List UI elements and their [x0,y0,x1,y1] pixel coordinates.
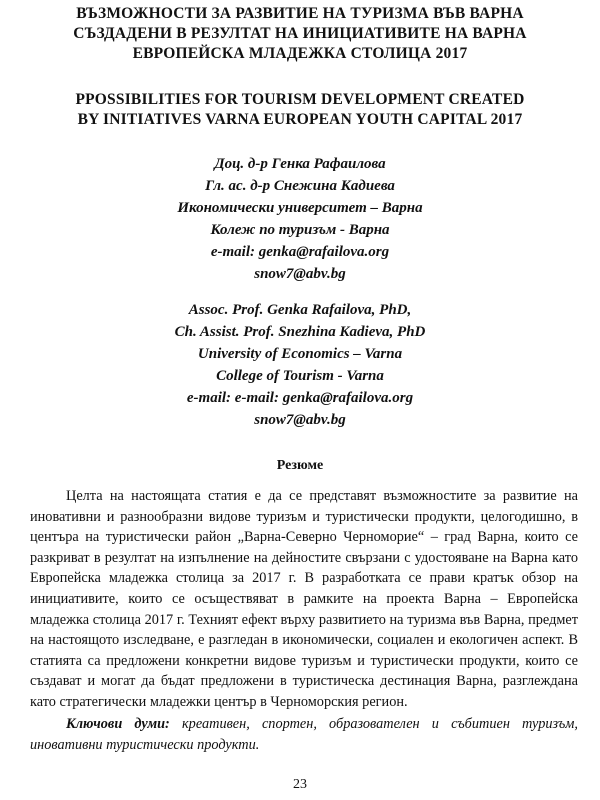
authors-bulgarian [10,153,590,285]
author-line: Assoc. Prof. Genka Rafailova, PhD, [188,302,412,318]
email-line: e-mail: genka@rafailova.org [210,244,390,260]
abstract-body [30,486,578,713]
affiliation-line: Колеж по туризъм - Варна [210,222,390,238]
email-line: snow7@abv.bg [254,266,346,282]
keywords-label: Ключови думи: [66,716,170,732]
abstract-heading: Резюме [276,458,324,473]
title-english [10,90,590,130]
abstract-paragraph: Целта на настоящата статия е да се представят възможностите за развитие на иновативни и разнообразни видове туризъм и туристически продукти, целогодишно, в центъра на туристически район „Варна-Северно Черноморие“ – град Варна, които се разкриват в резултат на изпълнение на дейностите свързани с удостояване на Варна като Европейска младежка столица за 2017 г. В разработката се прави кратък обзор на инициативите, които се осъществяват в рамките на проекта Варна – Европейска младежка столица 2017 г. Техният ефект върху развитието на туризма във Варна, предмет на настоящото изследване, е разгледан в икономически, социален и екологичен аспект. В статията са предложени конкретни видове туризъм и туристически продукти, които се създават и могат да бъдат предложени в туристическа дестинация Варна, разглеждана като стратегически младежки център в Черноморския регион. [30,488,578,710]
email-line: snow7@abv.bg [254,412,346,428]
author-line: Ch. Assist. Prof. Snezhina Kadieva, PhD [174,324,426,340]
keywords-text: креативен, спортен, образователен и събитиен туризъм, иновативни туристически продукти. [30,716,578,753]
author-line: Гл. ас. д-р Снежина Кадиева [205,178,395,194]
title-bg-line: СЪЗДАДЕНИ В РЕЗУЛТАТ НА ИНИЦИАТИВИТЕ НА ВАРНА [73,25,527,42]
email-line: e-mail: e-mail: genka@rafailova.org [186,390,414,406]
affiliation-line: University of Economics – Varna [197,346,403,362]
affiliation-line: Икономически университет – Варна [177,200,423,216]
title-bg-line: ЕВРОПЕЙСКА МЛАДЕЖКА СТОЛИЦА 2017 [132,45,468,62]
keywords-paragraph [30,714,578,755]
keywords-block [30,714,578,755]
page-number: 23 [293,777,307,792]
title-en-line: PPOSSIBILITIES FOR TOURISM DEVELOPMENT CREATED [75,91,525,108]
author-line: Доц. д-р Генка Рафаилова [214,156,386,172]
title-en-line: BY INITIATIVES VARNA EUROPEAN YOUTH CAPITAL 2017 [77,111,523,128]
title-bg-line: ВЪЗМОЖНОСТИ ЗА РАЗВИТИЕ НА ТУРИЗМА ВЪВ ВАРНА [76,5,524,22]
affiliation-line: College of Tourism - Varna [216,368,384,384]
authors-english [10,299,590,431]
title-bulgarian [10,4,590,64]
